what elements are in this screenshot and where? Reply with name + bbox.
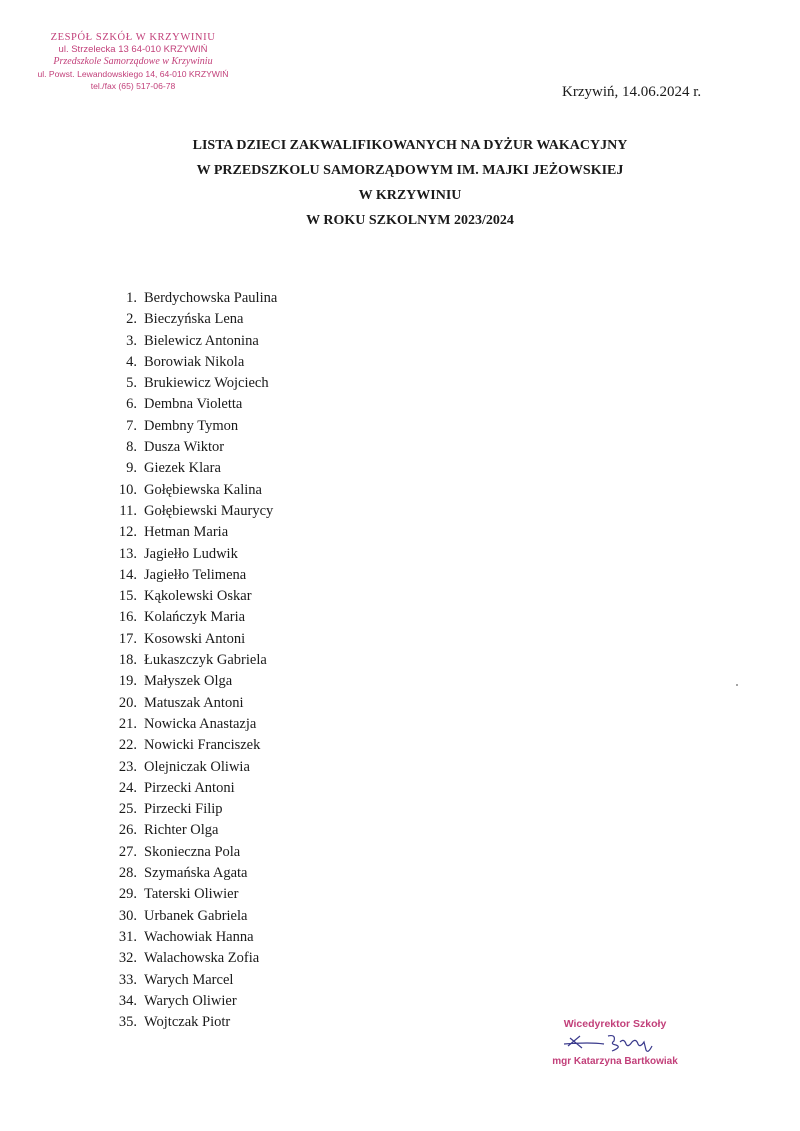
school-stamp — [28, 32, 238, 92]
list-item — [100, 458, 277, 479]
list-item-number: 8. — [126, 439, 137, 456]
list-item-name: Hetman Maria — [144, 524, 229, 541]
list-item-number: 19. — [118, 673, 137, 690]
list-item-number: 25. — [118, 801, 137, 818]
list-item — [100, 309, 277, 330]
list-item — [100, 586, 277, 607]
list-item-number: 30. — [118, 907, 137, 924]
list-item-name: Pirzecki Filip — [144, 801, 223, 818]
list-item — [100, 373, 277, 394]
list-item-name: Gołębiewski Maurycy — [144, 502, 274, 519]
list-item — [100, 714, 277, 735]
list-item-name: Giezek Klara — [144, 460, 221, 477]
title-line-3: W KRZYWINIU — [358, 188, 462, 203]
list-item — [100, 629, 277, 650]
list-item-name: Warych Marcel — [144, 971, 234, 988]
list-item-number: 5. — [126, 375, 137, 392]
list-item — [100, 799, 277, 820]
list-item-name: Walachowska Zofia — [144, 950, 260, 967]
list-item — [100, 331, 277, 352]
list-item-name: Dembna Violetta — [144, 396, 243, 413]
list-item — [100, 416, 277, 437]
list-item-number: 6. — [126, 396, 137, 413]
list-item — [100, 650, 277, 671]
list-item — [100, 394, 277, 415]
list-item-name: Dembny Tymon — [144, 417, 239, 434]
list-item — [100, 607, 277, 628]
list-item-number: 14. — [118, 566, 137, 583]
list-item — [100, 544, 277, 565]
list-item-number: 21. — [118, 715, 137, 732]
stamp-line-preschool-address: ul. Powst. Lewandowskiego 14, 64-010 KRZYWIŃ — [37, 69, 229, 79]
list-item-name: Skonieczna Pola — [144, 843, 241, 860]
list-item-name: Matuszak Antoni — [144, 694, 244, 711]
list-item-number: 3. — [126, 332, 137, 349]
scan-speck — [736, 684, 738, 686]
stamp-line-school: ZESPÓŁ SZKÓŁ W KRZYWINIU — [50, 32, 216, 43]
list-item-name: Kosowski Antoni — [144, 630, 246, 647]
list-item-number: 28. — [118, 865, 137, 882]
signature-block — [530, 1018, 700, 1067]
list-item-number: 4. — [126, 353, 137, 370]
list-item-name: Borowiak Nikola — [144, 353, 245, 370]
list-item-name: Jagiełło Ludwik — [144, 545, 238, 562]
list-item-number: 16. — [118, 609, 137, 626]
document-title — [80, 133, 740, 233]
list-item — [100, 863, 277, 884]
list-item-number: 2. — [126, 311, 137, 328]
list-item — [100, 565, 277, 586]
list-item — [100, 437, 277, 458]
stamp-line-address: ul. Strzelecka 13 64-010 KRZYWIŃ — [58, 44, 208, 55]
list-item-number: 15. — [118, 588, 137, 605]
list-item — [100, 735, 277, 756]
list-item-name: Małyszek Olga — [144, 673, 233, 690]
list-item-number: 34. — [118, 992, 137, 1009]
list-item — [100, 927, 277, 948]
signature-name: mgr Katarzyna Bartkowiak — [552, 1056, 678, 1067]
list-item — [100, 288, 277, 309]
stamp-line-phone: tel./fax (65) 517-06-78 — [90, 81, 176, 91]
list-item — [100, 501, 277, 522]
list-item — [100, 757, 277, 778]
title-line-2: W PRZEDSZKOLU SAMORZĄDOWYM IM. MAJKI JEŻOWSKIEJ — [196, 163, 624, 178]
list-item-number: 20. — [118, 694, 137, 711]
list-item — [100, 948, 277, 969]
list-item-number: 11. — [119, 502, 137, 519]
list-item-name: Nowicki Franciszek — [144, 737, 261, 754]
list-item-number: 17. — [118, 630, 137, 647]
handwritten-signature-icon — [560, 1032, 670, 1054]
document-date: Krzywiń, 14.06.2024 r. — [562, 84, 702, 100]
list-item-number: 23. — [118, 758, 137, 775]
list-item-name: Łukaszczyk Gabriela — [144, 652, 267, 669]
list-item — [100, 671, 277, 692]
list-item-name: Warych Oliwier — [144, 992, 237, 1009]
list-item-name: Brukiewicz Wojciech — [144, 375, 269, 392]
list-item — [100, 693, 277, 714]
list-item — [100, 884, 277, 905]
list-item-name: Berdychowska Paulina — [144, 290, 278, 306]
list-item-number: 1. — [126, 290, 137, 306]
list-item — [100, 1012, 277, 1033]
list-item-name: Pirzecki Antoni — [144, 779, 235, 796]
list-item-name: Kolańczyk Maria — [144, 609, 246, 626]
list-item-number: 12. — [118, 524, 137, 541]
title-line-1: LISTA DZIECI ZAKWALIFIKOWANYCH NA DYŻUR WAKACYJNY — [192, 138, 628, 153]
list-item-name: Kąkolewski Oskar — [144, 588, 252, 605]
children-list — [100, 288, 277, 1033]
list-item — [100, 970, 277, 991]
list-item-number: 7. — [126, 417, 137, 434]
list-item-number: 33. — [118, 971, 137, 988]
list-item-name: Taterski Oliwier — [144, 886, 239, 903]
list-item-number: 18. — [118, 652, 137, 669]
list-item-name: Gołębiewska Kalina — [144, 481, 262, 498]
list-item-name: Szymańska Agata — [144, 865, 248, 882]
list-item-name: Wachowiak Hanna — [144, 928, 254, 945]
list-item — [100, 522, 277, 543]
list-item — [100, 778, 277, 799]
list-item-number: 13. — [118, 545, 137, 562]
list-item-number: 31. — [118, 928, 137, 945]
list-item — [100, 820, 277, 841]
list-item-name: Jagiełło Telimena — [144, 566, 247, 583]
list-item-name: Nowicka Anastazja — [144, 715, 257, 732]
list-item-number: 35. — [118, 1014, 137, 1031]
list-item — [100, 480, 277, 501]
list-item-number: 32. — [118, 950, 137, 967]
list-item-number: 29. — [118, 886, 137, 903]
list-item — [100, 842, 277, 863]
list-item-name: Bielewicz Antonina — [144, 332, 259, 349]
list-item-name: Olejniczak Oliwia — [144, 758, 250, 775]
list-item-name: Wojtczak Piotr — [144, 1014, 231, 1031]
list-item-number: 22. — [118, 737, 137, 754]
list-item-number: 27. — [118, 843, 137, 860]
stamp-line-preschool: Przedszkole Samorządowe w Krzywiniu — [53, 56, 213, 67]
list-item-number: 26. — [118, 822, 137, 839]
list-item-name: Bieczyńska Lena — [144, 311, 244, 328]
list-item-name: Urbanek Gabriela — [144, 907, 248, 924]
list-item — [100, 991, 277, 1012]
signature-role: Wicedyrektor Szkoły — [563, 1018, 667, 1030]
list-item-name: Richter Olga — [144, 822, 219, 839]
list-item-number: 10. — [118, 481, 137, 498]
list-item — [100, 352, 277, 373]
list-item — [100, 906, 277, 927]
list-item-number: 9. — [126, 460, 137, 477]
title-line-4: W ROKU SZKOLNYM 2023/2024 — [306, 213, 514, 228]
list-item-name: Dusza Wiktor — [144, 439, 225, 456]
list-item-number: 24. — [118, 779, 137, 796]
